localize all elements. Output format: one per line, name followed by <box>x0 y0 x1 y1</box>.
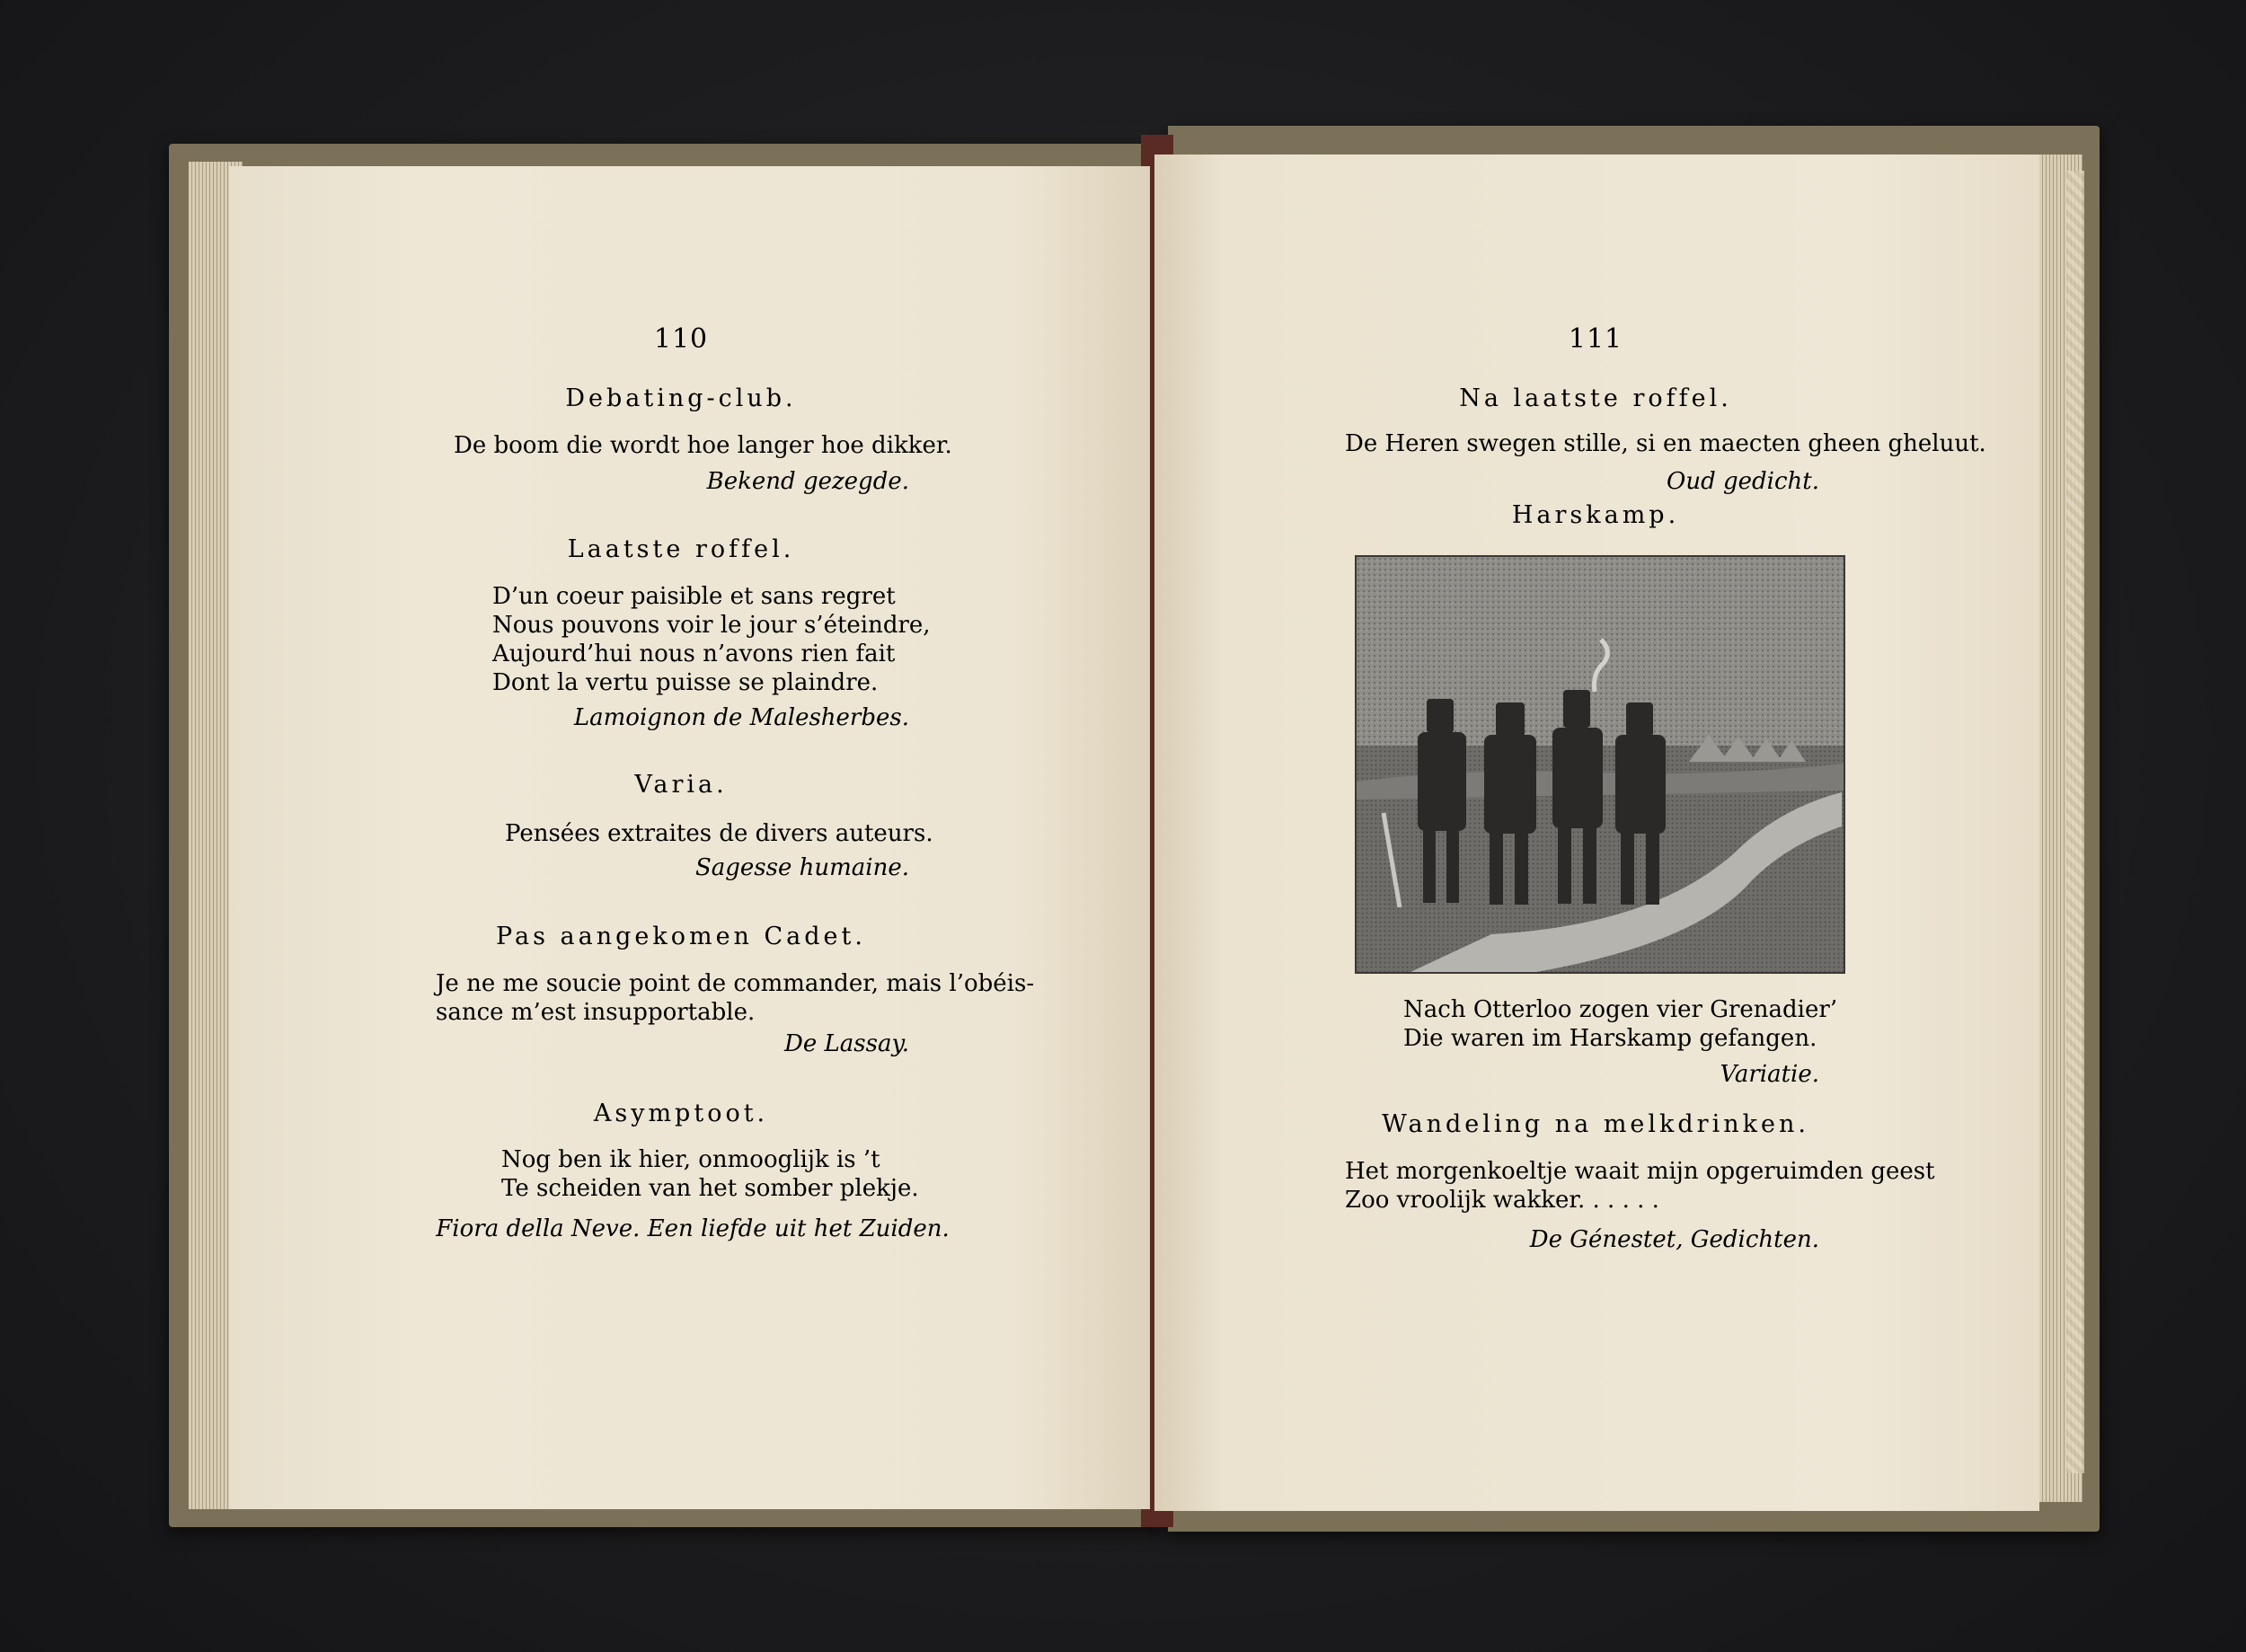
text-line: Zoo vroolijk wakker. . . . . . <box>1345 1187 1659 1214</box>
page-number-left: 110 <box>653 323 709 355</box>
attribution: Fiora della Neve. Een liefde uit het Zuiden. <box>436 1215 950 1242</box>
attribution: De Lassay. <box>784 1030 909 1057</box>
text-line: De boom die wordt hoe langer hoe dikker. <box>454 432 952 459</box>
text-line: Het morgenkoeltje waait mijn opgeruimden geest <box>1345 1158 1935 1185</box>
section-heading: Na laatste roffel. <box>1459 384 1732 412</box>
page-number-right: 111 <box>1568 323 1623 355</box>
text-line: D’un coeur paisible et sans regret <box>492 583 896 610</box>
text-line: De Heren swegen stille, si en maecten gheen gheluut. <box>1345 430 1986 457</box>
text-line: Aujourd’hui nous n’avons rien fait <box>492 640 896 667</box>
attribution: Oud gedicht. <box>1667 468 1819 495</box>
text-line: Je ne me soucie point de commander, mais l’obéis- <box>436 970 1035 997</box>
text-line: Die waren im Harskamp gefangen. <box>1403 1025 1817 1052</box>
attribution: Sagesse humaine. <box>694 854 909 881</box>
text-line: Nous pouvons voir le jour s’éteindre, <box>492 612 931 639</box>
section-heading: Debating-club. <box>565 384 797 412</box>
attribution: Bekend gezegde. <box>706 468 909 495</box>
text-line: sance m’est insupportable. <box>436 999 756 1026</box>
text-line: Nog ben ik hier, onmooglijk is ’t <box>501 1146 880 1173</box>
text-line: Nach Otterloo zogen vier Grenadier’ <box>1403 996 1838 1023</box>
section-heading: Asymptoot. <box>593 1100 769 1127</box>
section-heading: Wandeling na melkdrinken. <box>1382 1110 1809 1138</box>
attribution: Lamoignon de Malesherbes. <box>573 704 909 731</box>
attribution: Variatie. <box>1720 1061 1819 1088</box>
illustration-four-grenadiers <box>1355 555 1845 974</box>
attribution: De Génestet, Gedichten. <box>1529 1226 1819 1253</box>
text-line: Pensées extraites de divers auteurs. <box>505 820 933 847</box>
decorative-endpaper <box>2066 171 2084 1473</box>
section-heading: Pas aangekomen Cadet. <box>496 923 866 950</box>
text-line: Te scheiden van het somber plekje. <box>501 1175 919 1202</box>
section-heading: Varia. <box>634 771 728 799</box>
section-heading: Laatste roffel. <box>567 535 795 563</box>
section-heading: Harskamp. <box>1511 501 1680 529</box>
text-line: Dont la vertu puisse se plaindre. <box>492 669 879 696</box>
